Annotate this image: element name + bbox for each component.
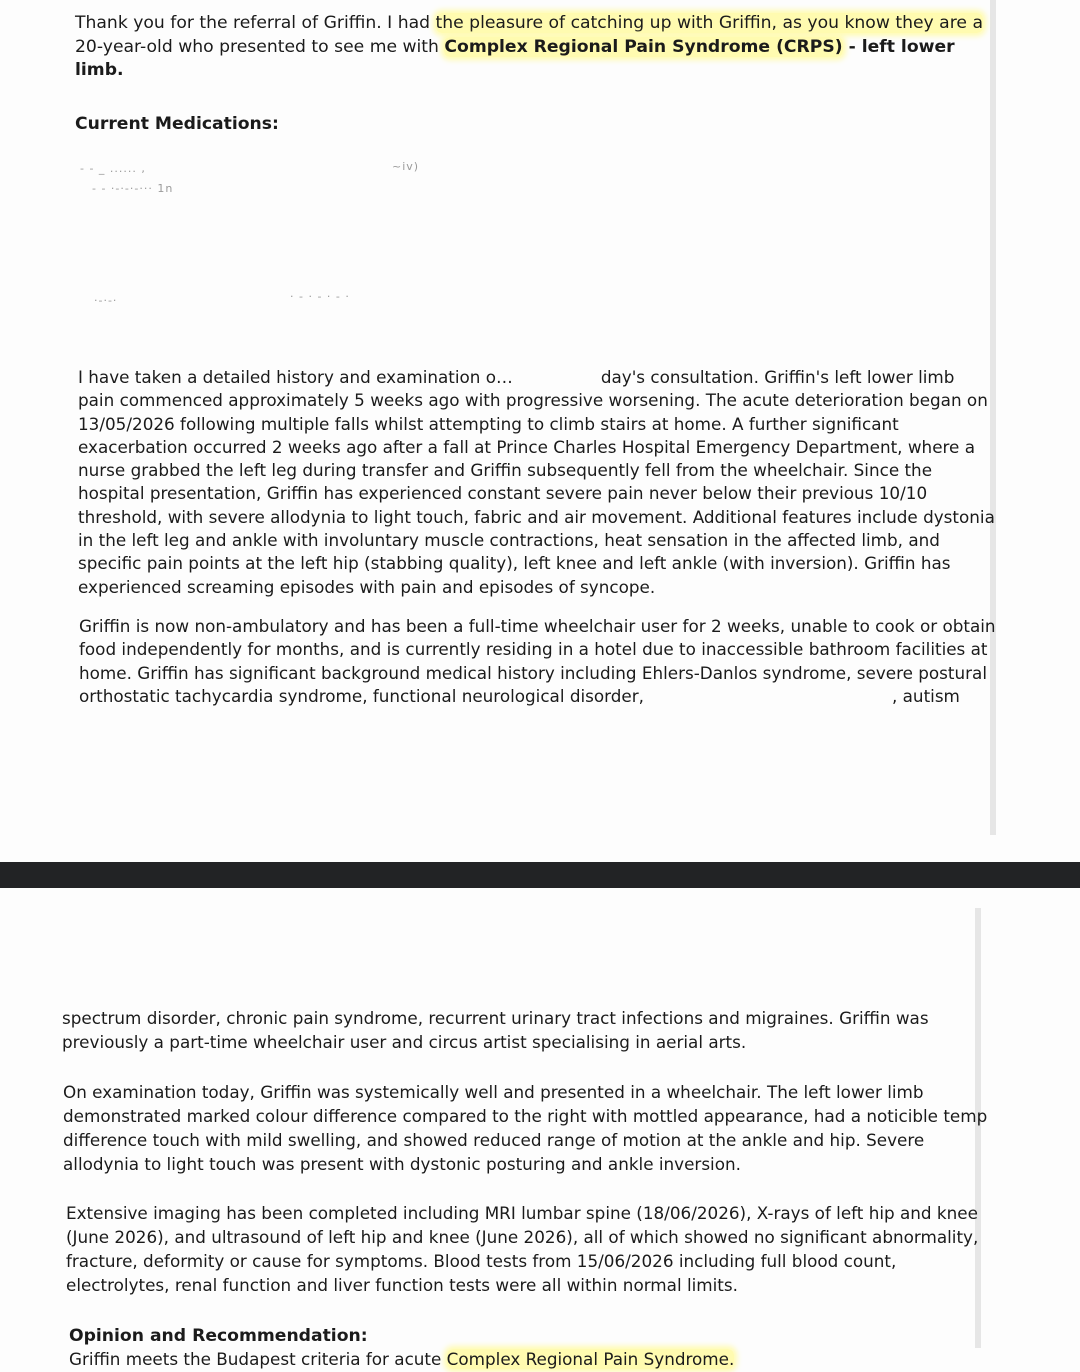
status-paragraph: Griffin is now non-ambulatory and has been a full-time wheelchair user for 2 weeks, unable to cook or obtain food independently for months, and is currently residing in a hotel due to inaccessible bathroom facilities at home. Griffin has significant background medical history including Ehlers-Danlos syndrome, severe postural orthostatic tachycardia syndrome, functional neurological disorder, , autism [79,616,996,706]
examination-paragraph: On examination today, Griffin was systemically well and presented in a wheelchair. The left lower limb demonstrated marked colour difference compared to the right with mottled appearance, had a noticible temp difference touch with mild swelling, and showed reduced range of motion at the ankle and hip. Severe allodynia to light touch was present with dystonic posturing and ankle inversion. [63,1082,988,1174]
highlight: the pleasure of catching up with Griffin, as you know they are a [435,13,983,33]
opinion-heading: Opinion and Recommendation: [69,1326,368,1346]
redacted-fragment: ~iv) [392,160,420,173]
opinion-paragraph: Griffin meets the Budapest criteria for acute Complex Regional Pain Syndrome. [69,1349,735,1369]
redacted-fragment: - - _ ...... , [80,162,146,175]
diagnosis-highlight: Complex Regional Pain Syndrome (CRPS) [444,36,843,57]
redacted-fragment: ·-·-· [94,294,118,307]
redacted-fragment: · - · - · - · [290,290,350,303]
redacted-fragment: - - ·-·-·-··· 1n [92,182,174,195]
imaging-paragraph: Extensive imaging has been completed including MRI lumbar spine (18/06/2026), X-rays of left hip and knee (June 2026), and ultrasound of left hip and knee (June 2026), all of which showed no significant abnormality, fracture, deformity or cause for symptoms. Blood tests from 15/06/2026 including full blood count, electrolytes, renal function and liver function tests were all within normal limits. [66,1203,979,1295]
page-divider [0,862,1080,888]
intro-paragraph: Thank you for the referral of Griffin. I had the pleasure of catching up with Griffin, as you know they are a 20-year-old who presented to see me with Complex Regional Pain Syndrome (CRPS) - left lower limb. [75,13,983,80]
medications-heading: Current Medications: [75,114,279,134]
letter-page-2 [0,888,1080,1372]
diagnosis-highlight: Complex Regional Pain Syndrome. [446,1349,735,1369]
continued-paragraph: spectrum disorder, chronic pain syndrome, recurrent urinary tract infections and migraines. Griffin was previously a part-time wheelchair user and circus artist specialising in aerial arts. [62,1008,929,1052]
history-paragraph: I have taken a detailed history and examination o… day's consultation. Griffin's left lower limb pain commenced approximately 5 weeks ago with progressive worsening. The acute deterioration began on 13/05/2026 following multiple falls whilst attempting to climb stairs at home. A further significant exacerbation occurred 2 weeks ago after a fall at Prince Charles Hospital Emergency Department, where a nurse grabbed the left leg during transfer and Griffin subsequently fell from the wheelchair. Since the hospital presentation, Griffin has experienced constant severe pain never below their previous 10/10 threshold, with severe allodynia to light touch, fabric and air movement. Additional features include dystonia in the left leg and ankle with involuntary muscle contractions, heat sensation in the affected limb, and specific pain points at the left hip (stabbing quality), left knee and left ankle (with inversion). Griffin has experienced screaming episodes with pain and episodes of syncope. [78,367,995,597]
